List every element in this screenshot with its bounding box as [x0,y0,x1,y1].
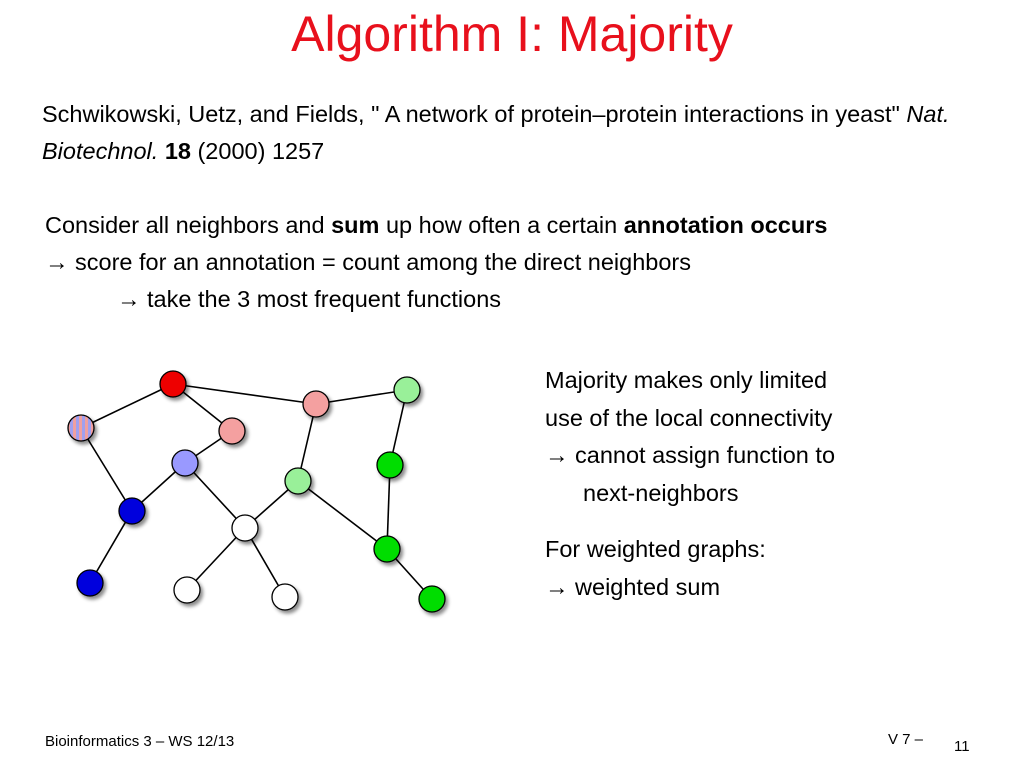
citation [42,96,1002,170]
citation-rest: (2000) 1257 [190,138,325,164]
limitations-note [545,362,965,512]
node-light-blue [172,450,198,476]
node-red [160,371,186,397]
method-line-3: → take the 3 most frequent functions [117,286,502,312]
method-description [45,207,1015,318]
edge [81,384,173,428]
edge [316,390,407,404]
method-bold-annotation: annotation occurs [623,212,828,238]
node-green [377,452,403,478]
weighted-line-1: For weighted graphs: [545,536,766,562]
page-number: 11 [954,738,970,755]
node-light-red [303,391,329,417]
weighted-note [545,531,965,606]
node-green [419,586,445,612]
weighted-line-2: → weighted sum [545,573,721,600]
node-mixed-red-blue [68,415,94,441]
edge [298,481,387,549]
method-line-1-a: Consider all neighbors and [45,212,332,238]
graph-edges [81,384,432,599]
node-white [272,584,298,610]
node-light-green [285,468,311,494]
note-line-3: → cannot assign function to [545,442,836,468]
note-line-2: use of the local connectivity [545,404,833,431]
method-line-1 [45,207,1015,244]
citation-journal: Nat. Biotechnol. [42,101,950,164]
node-white [174,577,200,603]
citation-authors: Schwikowski, Uetz, and Fields, " A network of protein–protein interactions in yeast" [42,101,907,127]
method-line-1-b: up how often a certain [379,212,624,238]
node-green [374,536,400,562]
node-blue [77,570,103,596]
edge [81,428,132,511]
method-bold-sum: sum [331,212,380,238]
node-blue [119,498,145,524]
node-light-red [219,418,245,444]
slide-title: Algorithm I: Majority [291,6,733,62]
note-line-1: Majority makes only limited [545,367,828,393]
node-white [232,515,258,541]
method-line-2: → score for an annotation = count among the direct neighbors [45,249,691,275]
node-light-green [394,377,420,403]
note-line-4: next-neighbors [583,479,739,506]
citation-volume: 18 [164,138,191,164]
network-graph [40,355,480,635]
footer-lecture: V 7 – [888,731,924,748]
footer-course: Bioinformatics 3 – WS 12/13 [45,733,235,750]
